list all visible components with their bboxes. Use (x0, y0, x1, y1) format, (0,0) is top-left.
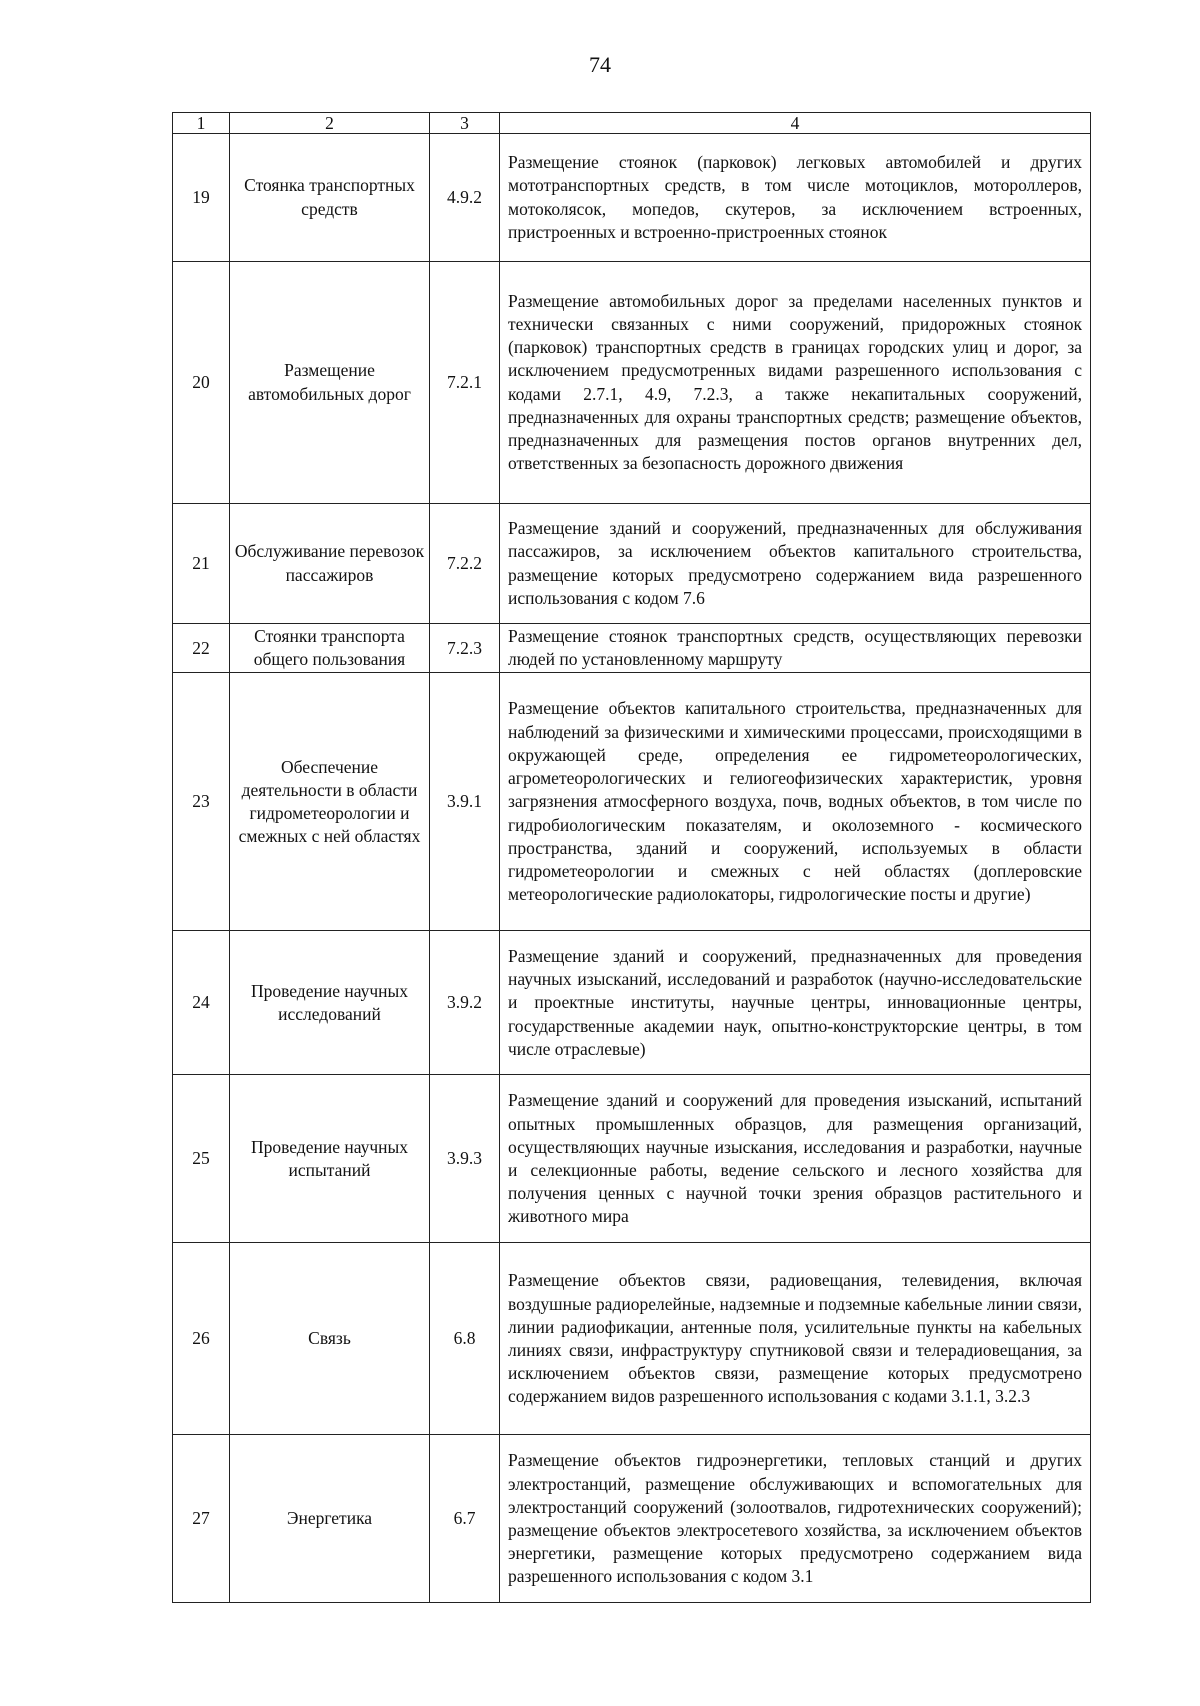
table-row (173, 134, 1091, 262)
row-number: 19 (173, 134, 230, 262)
table-row (173, 624, 1091, 673)
row-code: 7.2.2 (430, 504, 500, 624)
row-description: Размещение объектов капитального строительства, предназначенных для наблюдений за физическими и химическими процессами, происходящими в окружающей среде, определения ее гидрометеорологических, агрометеорологических и гелиогеофизических характеристик, уровня загрязнения атмосферного воздуха, почв, водных объектов, в том числе по гидробиологическим показателям, и околоземного - космического пространства, зданий и сооружений, используемых в области гидрометеорологии и смежных с ней областях (доплеровские метеорологические радиолокаторы, гидрологические посты и другие) (500, 673, 1091, 931)
row-code: 7.2.3 (430, 624, 500, 673)
table-row (173, 1243, 1091, 1435)
row-description: Размещение зданий и сооружений, предназначенных для обслуживания пассажиров, за исключением объектов капитального строительства, размещение которых предусмотрено содержанием вида разрешенного использования с кодом 7.6 (500, 504, 1091, 624)
row-code: 3.9.2 (430, 931, 500, 1075)
row-code: 6.7 (430, 1435, 500, 1603)
row-description: Размещение объектов гидроэнергетики, тепловых станций и других электростанций, размещение обслуживающих и вспомогательных для электростанций сооружений (золоотвалов, гидротехнических сооружений); размещение объектов электросетевого хозяйства, за исключением объектов энергетики, размещение которых предусмотрено содержанием вида разрешенного использования с кодом 3.1 (500, 1435, 1091, 1603)
table-row (173, 931, 1091, 1075)
row-number: 21 (173, 504, 230, 624)
row-code: 6.8 (430, 1243, 500, 1435)
row-description: Размещение зданий и сооружений для проведения изысканий, испытаний опытных промышленных образцов, для размещения организаций, осуществляющих научные изыскания, исследования и разработки, научные и селекционные работы, ведение сельского и лесного хозяйства для получения ценных с научной точки зрения образцов растительного и животного мира (500, 1075, 1091, 1243)
row-name: Стоянки транспорта общего пользования (230, 624, 430, 673)
row-name: Проведение научных исследований (230, 931, 430, 1075)
column-header-description: 4 (500, 113, 1091, 134)
row-number: 26 (173, 1243, 230, 1435)
row-description: Размещение стоянок (парковок) легковых автомобилей и других мототранспортных средств, в том числе мотоциклов, мотороллеров, мотоколясок, мопедов, скутеров, за исключением встроенных, пристроенных и встроенно-пристроенных стоянок (500, 134, 1091, 262)
table-row (173, 673, 1091, 931)
row-code: 3.9.1 (430, 673, 500, 931)
header-row (173, 113, 1091, 134)
table-row (173, 1435, 1091, 1603)
row-code: 7.2.1 (430, 262, 500, 504)
row-number: 24 (173, 931, 230, 1075)
row-number: 25 (173, 1075, 230, 1243)
table-row (173, 1075, 1091, 1243)
row-name: Размещение автомобильных дорог (230, 262, 430, 504)
row-code: 4.9.2 (430, 134, 500, 262)
row-name: Обслуживание перевозок пассажиров (230, 504, 430, 624)
column-header-name: 2 (230, 113, 430, 134)
row-name: Связь (230, 1243, 430, 1435)
row-number: 22 (173, 624, 230, 673)
column-header-number: 1 (173, 113, 230, 134)
row-name: Энергетика (230, 1435, 430, 1603)
row-name: Проведение научных испытаний (230, 1075, 430, 1243)
row-number: 20 (173, 262, 230, 504)
row-description: Размещение объектов связи, радиовещания, телевидения, включая воздушные радиорелейные, надземные и подземные кабельные линии связи, линии радиофикации, антенные поля, усилительные пункты на кабельных линиях связи, инфраструктуру спутниковой связи и телерадиовещания, за исключением объектов связи, размещение которых предусмотрено содержанием видов разрешенного использования с кодами 3.1.1, 3.2.3 (500, 1243, 1091, 1435)
row-description: Размещение стоянок транспортных средств, осуществляющих перевозки людей по установленному маршруту (500, 624, 1091, 673)
row-number: 23 (173, 673, 230, 931)
land-use-table (172, 112, 1091, 1603)
row-code: 3.9.3 (430, 1075, 500, 1243)
row-description: Размещение автомобильных дорог за пределами населенных пунктов и технически связанных с ними сооружений, придорожных стоянок (парковок) транспортных средств в границах городских улиц и дорог, за исключением предусмотренных видами разрешенного использования с кодами 2.7.1, 4.9, 7.2.3, а также некапитальных сооружений, предназначенных для охраны транспортных средств; размещение объектов, предназначенных для размещения постов органов внутренних дел, ответственных за безопасность дорожного движения (500, 262, 1091, 504)
table-row (173, 262, 1091, 504)
row-name: Стоянка транспортных средств (230, 134, 430, 262)
column-header-code: 3 (430, 113, 500, 134)
table-row (173, 504, 1091, 624)
row-name: Обеспечение деятельности в области гидрометеорологии и смежных с ней областях (230, 673, 430, 931)
row-description: Размещение зданий и сооружений, предназначенных для проведения научных изысканий, исследований и разработок (научно-исследовательские и проектные институты, научные центры, инновационные центры, государственные академии наук, опытно-конструкторские центры, в том числе отраслевые) (500, 931, 1091, 1075)
page-number: 74 (589, 52, 611, 77)
row-number: 27 (173, 1435, 230, 1603)
